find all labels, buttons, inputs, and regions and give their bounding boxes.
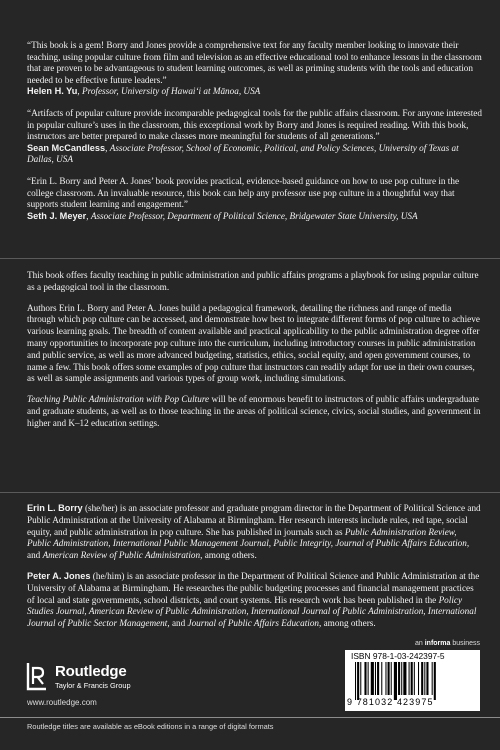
barcode-bar: [434, 662, 436, 700]
barcode-bar: [432, 662, 433, 695]
barcode-bar: [424, 662, 425, 695]
barcode-bar: [418, 662, 419, 695]
journal-list: American Review of Public Administration,: [42, 550, 203, 561]
endorser-affiliation: Associate Professor, Department of Political Science, Bridgewater State University, USA: [90, 210, 418, 221]
endorser-name: Sean McCandless: [27, 142, 106, 153]
publisher-url[interactable]: www.routledge.com: [27, 698, 97, 707]
barcode-bar: [388, 662, 390, 695]
bio-text: and: [169, 618, 188, 629]
routledge-logo-icon: [25, 662, 49, 691]
endorsements: [27, 40, 482, 232]
endorsement: “This book is a gem! Borry and Jones provide a comprehensive text for any faculty member looking to innovate their teaching, using popular culture from film and television as an effective educational tool to enhance lessons in the classroom that are proven to be advantageous to student learning outcomes, as well as priming students with the tools and education needed to be effective future leaders.” Helen H. Yu, Professor, University of Hawai‘i at Mānoa, USA: [27, 40, 482, 97]
bio-text: (she/her) is an associate professor and graduate program director in the Department of Political Science and Public Administration at the University of Alabama at Birmingham. Her research interests include rules, red tape, social equity, and public administration in pop culture. She has published in journals such as: [27, 503, 481, 537]
informa-brand: informa: [424, 640, 451, 647]
endorser-affiliation: Professor, University of Hawai‘i at Mānoa, USA: [81, 86, 261, 97]
author-name: Erin L. Borry: [27, 503, 83, 513]
description-paragraph: This book offers faculty teaching in public administration and public affairs programs a playbook for using popular culture as a pedagogical tool in the classroom.: [27, 270, 479, 292]
barcode-bar: [391, 662, 392, 695]
bio-text: and: [27, 550, 43, 561]
barcode-bar: [371, 662, 374, 695]
bio-text: (he/him) is an associate professor in the Department of Political Science and Public Administration at the University of Alabama at Birmingham. He researches the public budgeting processes and financial management practices of local and state governments, school districts, and court systems. His research work has been published in the: [27, 570, 480, 605]
barcode-bar: [426, 662, 428, 695]
barcode-bar: [409, 662, 410, 695]
barcode-bar: [377, 662, 379, 695]
isbn-label: ISBN 978-1-03-242397-5: [351, 651, 445, 661]
endorsement: “Erin L. Borry and Peter A. Jones’ book provides practical, evidence-based guidance on how to use pop culture in the college classroom. An invaluable resource, this book can help any professor use pop culture in a thoughtful way that supports student learning and engagement.” Seth J. Meyer, Associate Professor, Department of Political Science, Bridgewater State University, USA: [27, 176, 482, 222]
barcode-bar: [381, 662, 382, 695]
journal-list: Journal of Public Affairs Education,: [187, 618, 322, 629]
barcode-bar: [394, 662, 397, 700]
journal-list: Policy Studies Journal, American Review of Public Administration, International Journal of Public Administration, International Journal of Public Sector Management,: [27, 594, 477, 629]
endorsement-quote: “Artifacts of popular culture provide incomparable pedagogical tools for the public affairs classroom. For anyone interested in popular culture’s uses in the classroom, this exceptional work by Borry and Jones is required reading. With this book, instructors are better prepared to make classes more meaningful for students of all generations.”: [27, 107, 482, 142]
book-description: [27, 270, 482, 439]
barcode-bar: [421, 662, 423, 695]
endorser-name: Helen H. Yu: [27, 86, 78, 97]
bio-text: among others.: [202, 550, 257, 561]
barcode-bar: [368, 662, 369, 695]
informa-suffix: business: [452, 640, 480, 647]
publisher-subtitle: Taylor & Francis Group: [55, 681, 131, 690]
publisher-name: Routledge: [55, 663, 127, 680]
description-paragraph: [27, 394, 482, 429]
endorsement-quote: “This book is a gem! Borry and Jones provide a comprehensive text for any faculty member looking to innovate their teaching, using popular culture from film and television as an effective educational tool to enhance lessons in the classroom that are proven to be advantageous to student learning outcomes, as well as priming students with the tools and education needed to be effective future leaders.”: [27, 40, 482, 85]
barcode-bar: [375, 662, 376, 695]
barcode-bar: [414, 662, 415, 695]
author-bios: [27, 503, 482, 639]
description-text: will be of enormous benefit to instructors of public affairs undergraduate and graduate students, as well as to those teaching in the areas of political science, civics, social studies, and government in higher and K–12 education settings.: [27, 394, 481, 428]
journal-list: Public Administration Review, Public Administration, International Public Management Journal, Public Integrity, Journal of Public Affairs Education,: [27, 526, 470, 549]
description-paragraph: Authors Erin L. Borry and Peter A. Jones build a pedagogical framework, detailing the richness and range of media through which pop culture can be accessed, and demonstrate how best to integrate different forms of pop culture to achieve various learning goals. The breadth of content available and practical applicability to the public administration degree offer many opportunities to incorporate pop culture into the curriculum, including introductory courses in public administration and public service, as well as more advanced budgeting, statistics, ethics, social equity, and open government courses, to name a few. This book offers some examples of pop culture that instructors can readily adapt for use in their own courses, as well as sample assignments and various types of group work, including simulations.: [27, 302, 480, 384]
endorsement: “Artifacts of popular culture provide incomparable pedagogical tools for the public affairs classroom. For anyone interested in popular culture’s uses in the classroom, this exceptional work by Borry and Jones is required reading. With this book, instructors are better prepared to make classes more meaningful for students of all generations.” Sean McCandless, Associate Professor, School of Economic, Political, and Policy Sciences, University of Texas at Dallas, USA: [27, 107, 482, 165]
informa-prefix: an: [414, 640, 423, 647]
divider: [0, 258, 500, 259]
barcode-bar: [360, 662, 361, 695]
informa-tagline: [415, 640, 480, 647]
endorser-affiliation: Associate Professor, School of Economic, Political, and Policy Sciences, University of Texas at Dallas, USA: [27, 142, 459, 165]
author-bio: [27, 571, 482, 630]
endorsement-quote: “Erin L. Borry and Peter A. Jones’ book provides practical, evidence-based guidance on how to use pop culture in the college classroom. An invaluable resource, this book can help any professor use pop culture in a thoughtful way that supports student learning and engagement.”: [27, 175, 460, 210]
bio-text: among others.: [321, 618, 376, 629]
barcode-bar: [364, 662, 366, 695]
divider: [0, 492, 500, 493]
barcode-panel: [345, 650, 480, 711]
barcode-bar: [385, 662, 386, 695]
footer-divider: [0, 717, 500, 718]
barcode-icon: [351, 662, 475, 700]
author-name: Peter A. Jones: [27, 570, 91, 581]
barcode-bar: [355, 662, 356, 700]
barcode-bar: [401, 662, 402, 695]
barcode-bar: [403, 662, 406, 695]
book-title: Teaching Public Administration with Pop Culture: [27, 394, 210, 405]
barcode-bar: [411, 662, 413, 695]
author-bio: [27, 503, 482, 562]
publisher-logo: [25, 661, 155, 693]
endorser-name: Seth J. Meyer: [27, 210, 87, 221]
footer-note: Routledge titles are available as eBook editions in a range of digital formats: [27, 722, 274, 731]
barcode-area: [345, 640, 480, 712]
barcode-number: 9 781032 423975: [347, 697, 434, 707]
barcode-bar: [398, 662, 400, 695]
barcode-bar: [357, 662, 359, 700]
